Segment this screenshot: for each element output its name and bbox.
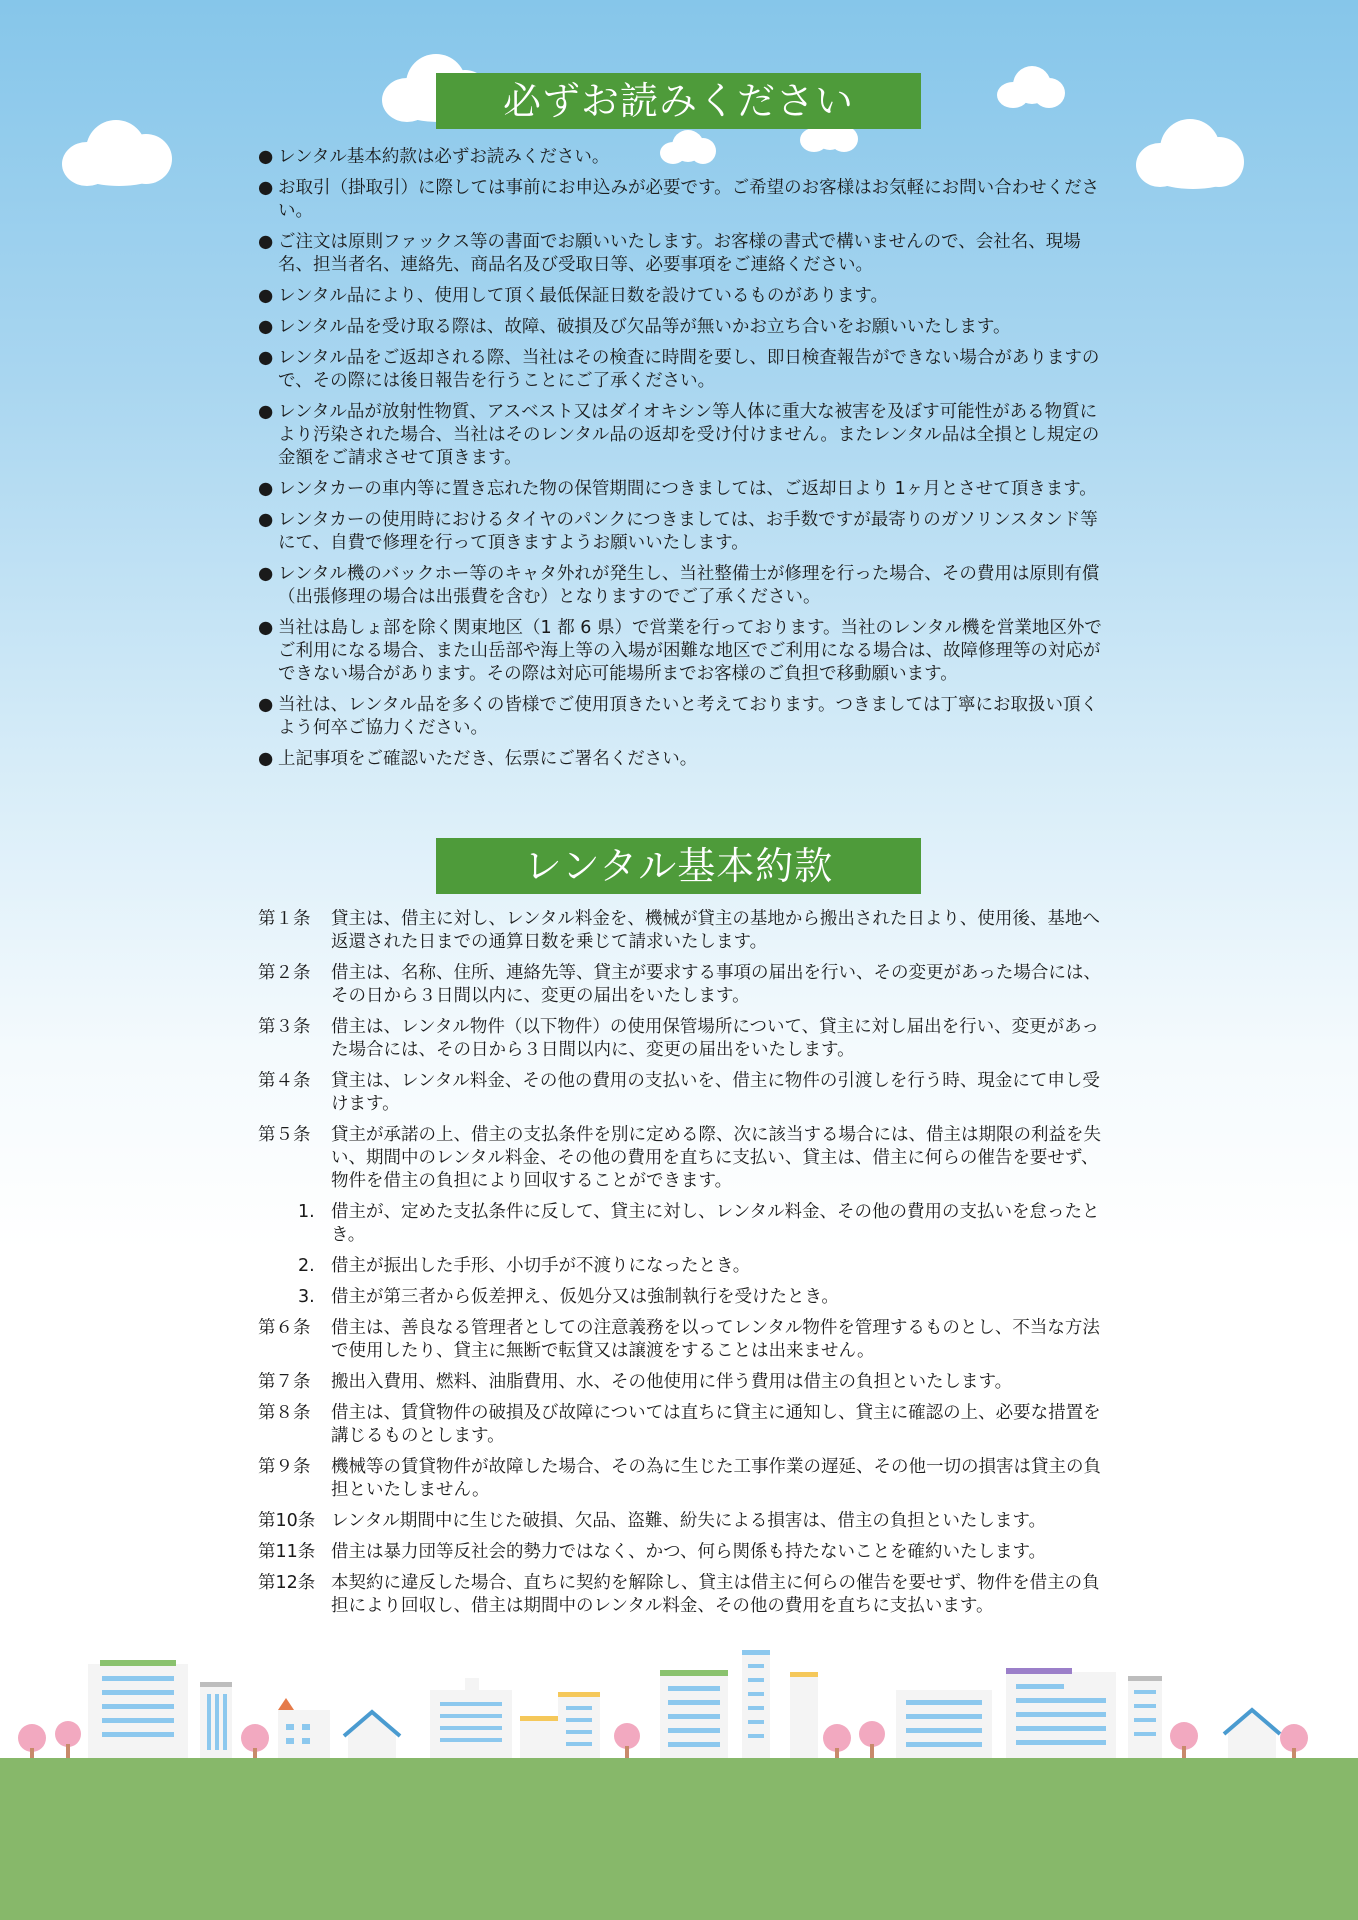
- article-item: 第７条 搬出入費用、燃料、油脂費用、水、その他使用に伴う費用は借主の負担といたします。: [258, 1372, 1013, 1392]
- cloud-decoration: [1136, 115, 1244, 193]
- article-subitem: 2. 借主が振出した手形、小切手が不渡りになったとき。: [298, 1256, 751, 1276]
- article-number: 第９条: [258, 1457, 311, 1477]
- notice-item: ● レンタカーの車内等に置き忘れた物の保管期間につきましては、ご返却日より 1ヶ月とさせて頂きます。: [258, 479, 1097, 499]
- notice-item: ● レンタル基本約款は必ずお読みください。: [258, 147, 610, 167]
- article-subitem: 3. 借主が第三者から仮差押え、仮処分又は強制執行を受けたとき。: [298, 1287, 839, 1307]
- notice-item: ● レンタル品が放射性物質、アスベスト又はダイオキシン等人体に重大な被害を及ぼす可能性がある物質により汚染された場合、当社はそのレンタル品の返却を受け付けません。またレンタル品は全損とし規定の金額をご請求させて頂きます。: [258, 402, 1100, 468]
- notice-item: ● レンタル品を受け取る際は、故障、破損及び欠品等が無いかお立ち合いをお願いいたします。: [258, 317, 1011, 337]
- subitem-number: 1.: [298, 1202, 315, 1222]
- notice-list: [258, 146, 1108, 779]
- article-number: 第４条: [258, 1071, 311, 1091]
- notice-item: ● レンタル品をご返却される際、当社はその検査に時間を要し、即日検査報告ができない場合がありますので、その際には後日報告を行うことにご了承ください。: [258, 348, 1100, 391]
- article-number: 第７条: [258, 1372, 311, 1392]
- article-item: 第１条 貸主は、借主に対し、レンタル料金を、機械が貸主の基地から搬出された日より、使用後、基地へ返還された日までの通算日数を乗じて請求いたします。: [258, 909, 1100, 952]
- article-number: 第12条: [258, 1573, 316, 1593]
- terms-header: レンタル基本約款: [436, 838, 921, 894]
- article-item: 第３条 借主は、レンタル物件（以下物件）の使用保管場所について、貸主に対し届出を行い、変更があった場合には、その日から３日間以内に、変更の届出をいたします。: [258, 1017, 1099, 1060]
- article-item: 第５条 貸主が承諾の上、借主の支払条件を別に定める際、次に該当する場合には、借主は期限の利益を失い、期間中のレンタル料金、その他の費用を直ちに支払い、貸主は、借主に何らの催告を要せず、物件を借主の負担により回収することができます。: [258, 1125, 1101, 1191]
- subitem-number: 2.: [298, 1256, 315, 1276]
- subitem-number: 3.: [298, 1287, 315, 1307]
- article-item: 第９条 機械等の賃貸物件が故障した場合、その為に生じた工事作業の遅延、その他一切の損害は貸主の負担といたしません。: [258, 1457, 1101, 1500]
- article-item: 第６条 借主は、善良なる管理者としての注意義務を以ってレンタル物件を管理するものとし、不当な方法で使用したり、貸主に無断で転貸又は譲渡をすることは出来ません。: [258, 1318, 1100, 1361]
- article-number: 第１条: [258, 909, 311, 929]
- cloud-decoration: [997, 66, 1067, 110]
- article-item: 第10条 レンタル期間中に生じた破損、欠品、盗難、紛失による損害は、借主の負担といたします。: [258, 1511, 1046, 1531]
- notice-item: ● レンタカーの使用時におけるタイヤのパンクにつきましては、お手数ですが最寄りのガソリンスタンド等にて、自費で修理を行って頂きますようお願いいたします。: [258, 510, 1098, 553]
- notice-header: 必ずお読みください: [436, 73, 921, 129]
- article-number: 第11条: [258, 1542, 316, 1562]
- notice-item: ● レンタル機のバックホー等のキャタ外れが発生し、当社整備士が修理を行った場合、その費用は原則有償（出張修理の場合は出張費を含む）となりますのでご了承ください。: [258, 564, 1100, 607]
- article-number: 第２条: [258, 963, 311, 983]
- cloud-decoration: [62, 112, 174, 192]
- terms-list: [258, 908, 1113, 1626]
- article-item: 第４条 貸主は、レンタル料金、その他の費用の支払いを、借主に物件の引渡しを行う時、現金にて申し受けます。: [258, 1071, 1100, 1114]
- notice-item: ● 当社は島しょ部を除く関東地区（1 都 6 県）で営業を行っております。当社のレンタル機を営業地区外でご利用になる場合、また山岳部や海上等の入場が困難な地区でご利用になる場合は、故障修理等の対応ができない場合があります。その際は対応可能場所までお客様のご負担で移動願います。: [258, 618, 1102, 684]
- article-item: 第８条 借主は、賃貸物件の破損及び故障については直ちに貸主に通知し、貸主に確認の上、必要な措置を講じるものとします。: [258, 1403, 1101, 1446]
- article-item: 第２条 借主は、名称、住所、連絡先等、貸主が要求する事項の届出を行い、その変更があった場合には、その日から３日間以内に、変更の届出をいたします。: [258, 963, 1101, 1006]
- article-number: 第10条: [258, 1511, 316, 1531]
- notice-item: ● レンタル品により、使用して頂く最低保証日数を設けているものがあります。: [258, 286, 888, 306]
- grass-ground: [0, 1758, 1358, 1920]
- notice-item: ● ご注文は原則ファックス等の書面でお願いいたします。お客様の書式で構いませんので、会社名、現場名、担当者名、連絡先、商品名及び受取日等、必要事項をご連絡ください。: [258, 232, 1081, 275]
- notice-item: ● 上記事項をご確認いただき、伝票にご署名ください。: [258, 749, 698, 769]
- article-number: 第５条: [258, 1125, 311, 1145]
- article-subitem: 1. 借主が、定めた支払条件に反して、貸主に対し、レンタル料金、その他の費用の支払いを怠ったとき。: [298, 1202, 1100, 1245]
- article-number: 第３条: [258, 1017, 311, 1037]
- article-item: 第11条 借主は暴力団等反社会的勢力ではなく、かつ、何ら関係も持たないことを確約いたします。: [258, 1542, 1047, 1562]
- article-number: 第８条: [258, 1403, 311, 1423]
- notice-item: ● お取引（掛取引）に際しては事前にお申込みが必要です。ご希望のお客様はお気軽にお問い合わせください。: [258, 178, 1100, 221]
- notice-item: ● 当社は、レンタル品を多くの皆様でご使用頂きたいと考えております。つきましては丁寧にお取扱い頂くよう何卒ご協力ください。: [258, 695, 1098, 738]
- cityscape-illustration: [0, 1650, 1358, 1762]
- article-number: 第６条: [258, 1318, 311, 1338]
- article-item: 第12条 本契約に違反した場合、直ちに契約を解除し、貸主は借主に何らの催告を要せず、物件を借主の負担により回収し、借主は期間中のレンタル料金、その他の費用を直ちに支払います。: [258, 1573, 1100, 1616]
